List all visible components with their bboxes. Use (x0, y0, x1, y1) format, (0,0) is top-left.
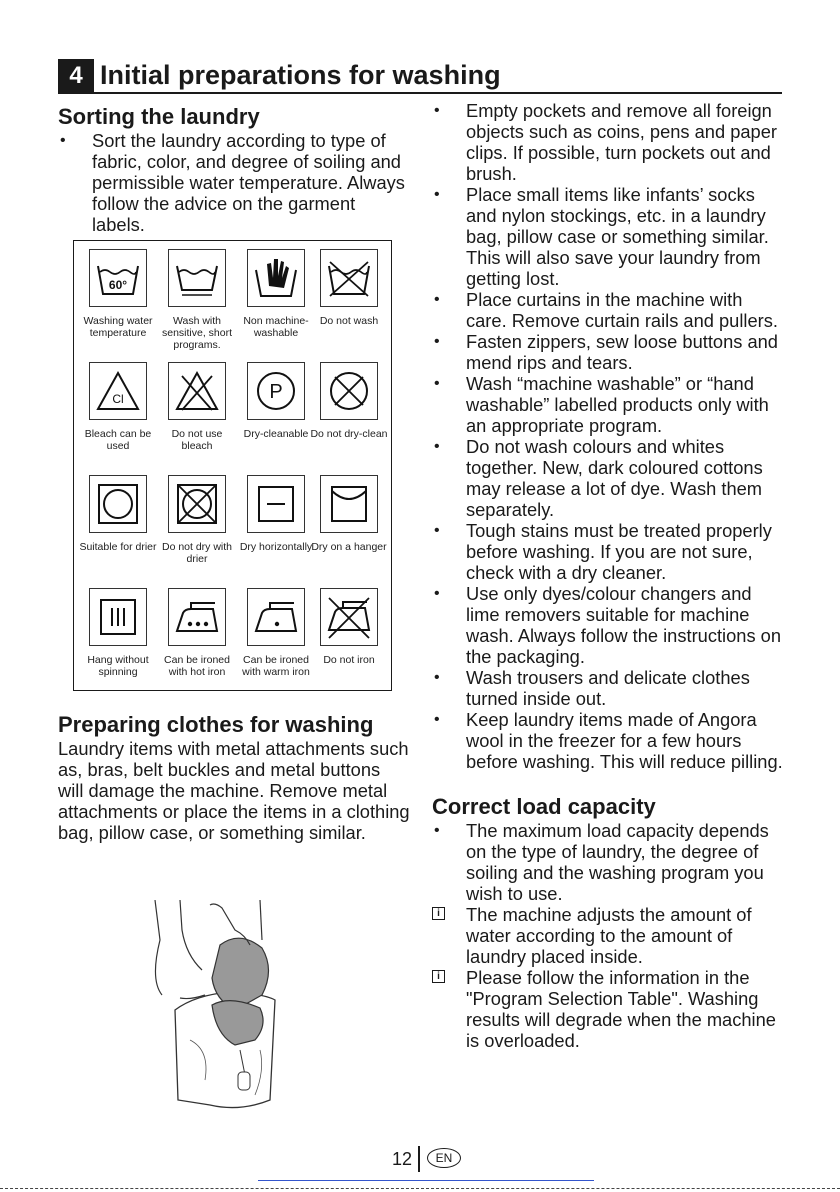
symbol-caption: Can be ironed with warm iron (242, 654, 310, 678)
bullet-dot: • (434, 333, 440, 350)
symbol-cell (78, 362, 158, 452)
symbol-caption: Do not use bleach (171, 428, 223, 452)
drip-dry-icon (89, 588, 147, 646)
preparation-bullet (432, 331, 784, 373)
bleach-label: Cl (112, 392, 124, 406)
symbol-caption: Dry on a hanger (311, 541, 387, 553)
page-number: 12 (391, 1149, 412, 1169)
bullet-dot: • (434, 669, 440, 686)
dry-clean-label: P (269, 381, 283, 403)
bullet-text: The maximum load capacity depends on the type of laundry, the degree of soiling and the washing program you wish to use. (466, 820, 769, 904)
do-not-wash-icon (320, 249, 378, 307)
chapter-title: Initial preparations for washing (100, 60, 501, 90)
dry-flat-icon (247, 475, 305, 533)
chapter-header (58, 58, 782, 94)
bullet-dot: • (434, 585, 440, 602)
symbol-cell (157, 588, 237, 678)
page-footer (0, 1146, 840, 1174)
left-column (58, 104, 410, 235)
symbol-caption: Washing water temperature (83, 315, 153, 339)
bullet-text: Place small items like infants’ socks and nylon stockings, etc. in a laundry bag, pillow case or something similar. This will also save your laundry from getting lost. (466, 184, 769, 289)
bullet-dot: • (434, 291, 440, 308)
chapter-number: 4 (58, 59, 94, 92)
load-note (432, 967, 784, 1051)
symbol-cell (236, 362, 316, 440)
bleach-icon (89, 362, 147, 420)
sorting-bullet (58, 130, 410, 235)
bullet-text: Tough stains must be treated properly before washing. If you are not sure, check with a dry cleaner. (466, 520, 772, 583)
no-tumble-dry-icon (168, 475, 226, 533)
preparation-bullet (432, 100, 784, 184)
preparation-bullet (432, 520, 784, 583)
bullet-text: Fasten zippers, sew loose buttons and mend rips and tears. (466, 331, 778, 373)
symbol-caption: Do not dry with drier (161, 541, 233, 565)
symbol-caption: Do not iron (323, 654, 375, 666)
sorting-heading: Sorting the laundry (58, 104, 260, 129)
symbol-cell (236, 475, 316, 553)
language-badge: EN (427, 1148, 461, 1168)
footer-underline (258, 1180, 594, 1181)
laundry-bag-illustration (150, 900, 290, 1115)
symbol-caption: Do not dry-clean (310, 428, 388, 440)
wash-temp-label: 60° (108, 278, 128, 292)
wash-60-icon (89, 249, 147, 307)
sorting-list (58, 130, 410, 235)
bullet-dot: • (434, 186, 440, 203)
load-list (432, 820, 784, 1051)
symbol-caption: Bleach can be used (84, 428, 152, 452)
bullet-dot: • (434, 822, 440, 839)
bullet-text: Use only dyes/colour changers and lime removers suitable for machine wash. Always follow the instructions on the packaging. (466, 583, 781, 667)
symbol-caption: Non machine-washable (243, 315, 309, 339)
symbol-cell (309, 588, 389, 666)
load-heading: Correct load capacity (432, 794, 656, 819)
preparation-list (432, 100, 784, 772)
symbol-cell (78, 249, 158, 339)
crop-mark-line (0, 1188, 840, 1189)
load-note (432, 904, 784, 967)
bullet-text: Wash trousers and delicate clothes turned inside out. (466, 667, 750, 709)
iron-warm-icon (247, 588, 305, 646)
preparing-body: Laundry items with metal attachments such as, bras, belt buckles and metal buttons will damage the machine. Remove metal attachments or place the items in a clothing bag, pillow case, or something similar. (58, 738, 410, 843)
symbol-cell (78, 588, 158, 678)
hand-wash-icon (247, 249, 305, 307)
no-bleach-icon (168, 362, 226, 420)
footer-divider (418, 1146, 420, 1172)
symbol-cell (309, 362, 389, 440)
preparing-heading: Preparing clothes for washing (58, 712, 374, 737)
dry-clean-icon (247, 362, 305, 420)
preparation-bullet (432, 436, 784, 520)
bullet-text: Empty pockets and remove all foreign objects such as coins, pens and paper clips. If possible, turn pockets out and brush. (466, 100, 777, 184)
tumble-dry-icon (89, 475, 147, 533)
bullet-dot: • (434, 438, 440, 455)
symbol-caption: Wash with sensitive, short programs. (161, 315, 233, 351)
symbol-cell (157, 249, 237, 351)
symbol-caption: Dry-cleanable (243, 428, 309, 440)
bullet-dot: • (434, 375, 440, 392)
preparation-bullet (432, 184, 784, 289)
symbol-caption: Do not wash (319, 315, 379, 327)
bullet-text: Keep laundry items made of Angora wool in the freezer for a few hours before washing. This will reduce pilling. (466, 709, 783, 772)
info-icon: i (432, 907, 445, 920)
symbol-caption: Can be ironed with hot iron (164, 654, 230, 678)
preparation-bullet (432, 373, 784, 436)
preparation-bullet (432, 289, 784, 331)
no-iron-icon (320, 588, 378, 646)
no-dry-clean-icon (320, 362, 378, 420)
bullet-text: Sort the laundry according to type of fabric, color, and degree of soiling and permissible water temperature. Always follow the advice on the garment labels. (92, 130, 405, 235)
symbol-cell (309, 249, 389, 327)
preparation-bullet (432, 667, 784, 709)
info-icon: i (432, 970, 445, 983)
bullet-text: Do not wash colours and whites together. New, dark coloured cottons may release a lot of dye. Wash them separately. (466, 436, 763, 520)
preparing-section (58, 712, 410, 843)
symbol-cell (157, 362, 237, 452)
bullet-dot: • (434, 102, 440, 119)
note-text: Please follow the information in the "Program Selection Table". Washing results will degrade when the machine is overloaded. (466, 967, 776, 1051)
symbol-cell (236, 249, 316, 339)
note-text: The machine adjusts the amount of water according to the amount of laundry placed inside. (466, 904, 752, 967)
care-symbol-table (73, 240, 392, 691)
preparation-bullet (432, 583, 784, 667)
line-dry-icon (320, 475, 378, 533)
load-bullet (432, 820, 784, 904)
bullet-text: Place curtains in the machine with care. Remove curtain rails and pullers. (466, 289, 778, 331)
symbol-caption: Hang without spinning (87, 654, 149, 678)
bullet-dot: • (60, 132, 66, 149)
symbol-cell (157, 475, 237, 565)
bullet-dot: • (434, 522, 440, 539)
wash-gentle-icon (168, 249, 226, 307)
symbol-cell (236, 588, 316, 678)
symbol-caption: Dry horizontally (239, 541, 313, 553)
iron-hot-icon (168, 588, 226, 646)
symbol-cell (309, 475, 389, 553)
bullet-dot: • (434, 711, 440, 728)
symbol-caption: Suitable for drier (79, 541, 157, 553)
bullet-text: Wash “machine washable” or “hand washable” labelled products only with an appropriate program. (466, 373, 769, 436)
preparation-bullet (432, 709, 784, 772)
symbol-cell (78, 475, 158, 553)
right-column (432, 100, 784, 1051)
